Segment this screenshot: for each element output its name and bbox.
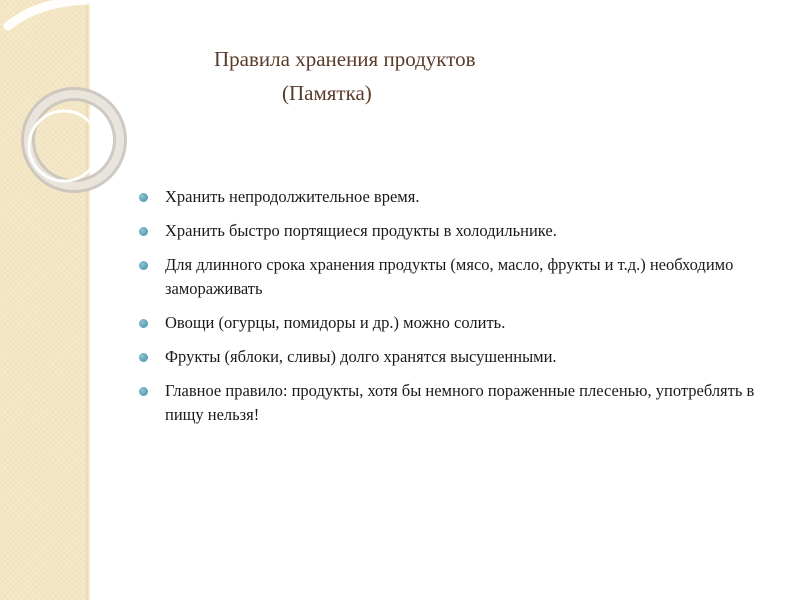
list-item-text: Хранить быстро портящиеся продукты в холодильнике. (165, 221, 557, 240)
list-item (137, 345, 777, 369)
list-item (137, 185, 777, 209)
bullet-icon (139, 193, 148, 202)
list-item (137, 253, 777, 301)
list-item (137, 219, 777, 243)
list-item-text: Для длинного срока хранения продукты (мясо, масло, фрукты и т.д.) необходимо замораживать (165, 255, 734, 298)
bullet-icon (139, 227, 148, 236)
bullet-icon (139, 261, 148, 270)
list-item (137, 379, 777, 427)
list-item-text: Фрукты (яблоки, сливы) долго хранятся высушенными. (165, 347, 557, 366)
list-item-text: Овощи (огурцы, помидоры и др.) можно солить. (165, 313, 506, 332)
list-item-text: Хранить непродолжительное время. (165, 187, 420, 206)
bullet-icon (139, 387, 148, 396)
title-subtitle: (Памятка) (282, 81, 372, 105)
list-item (137, 311, 777, 335)
bullet-icon (139, 319, 148, 328)
list-item-text: Главное правило: продукты, хотя бы немного пораженные плесенью, употреблять в пищу нельзя! (165, 381, 755, 424)
title-main: Правила хранения продуктов (214, 47, 476, 71)
rules-list (137, 185, 777, 437)
bullet-icon (139, 353, 148, 362)
decorative-rings-icon (0, 0, 140, 220)
